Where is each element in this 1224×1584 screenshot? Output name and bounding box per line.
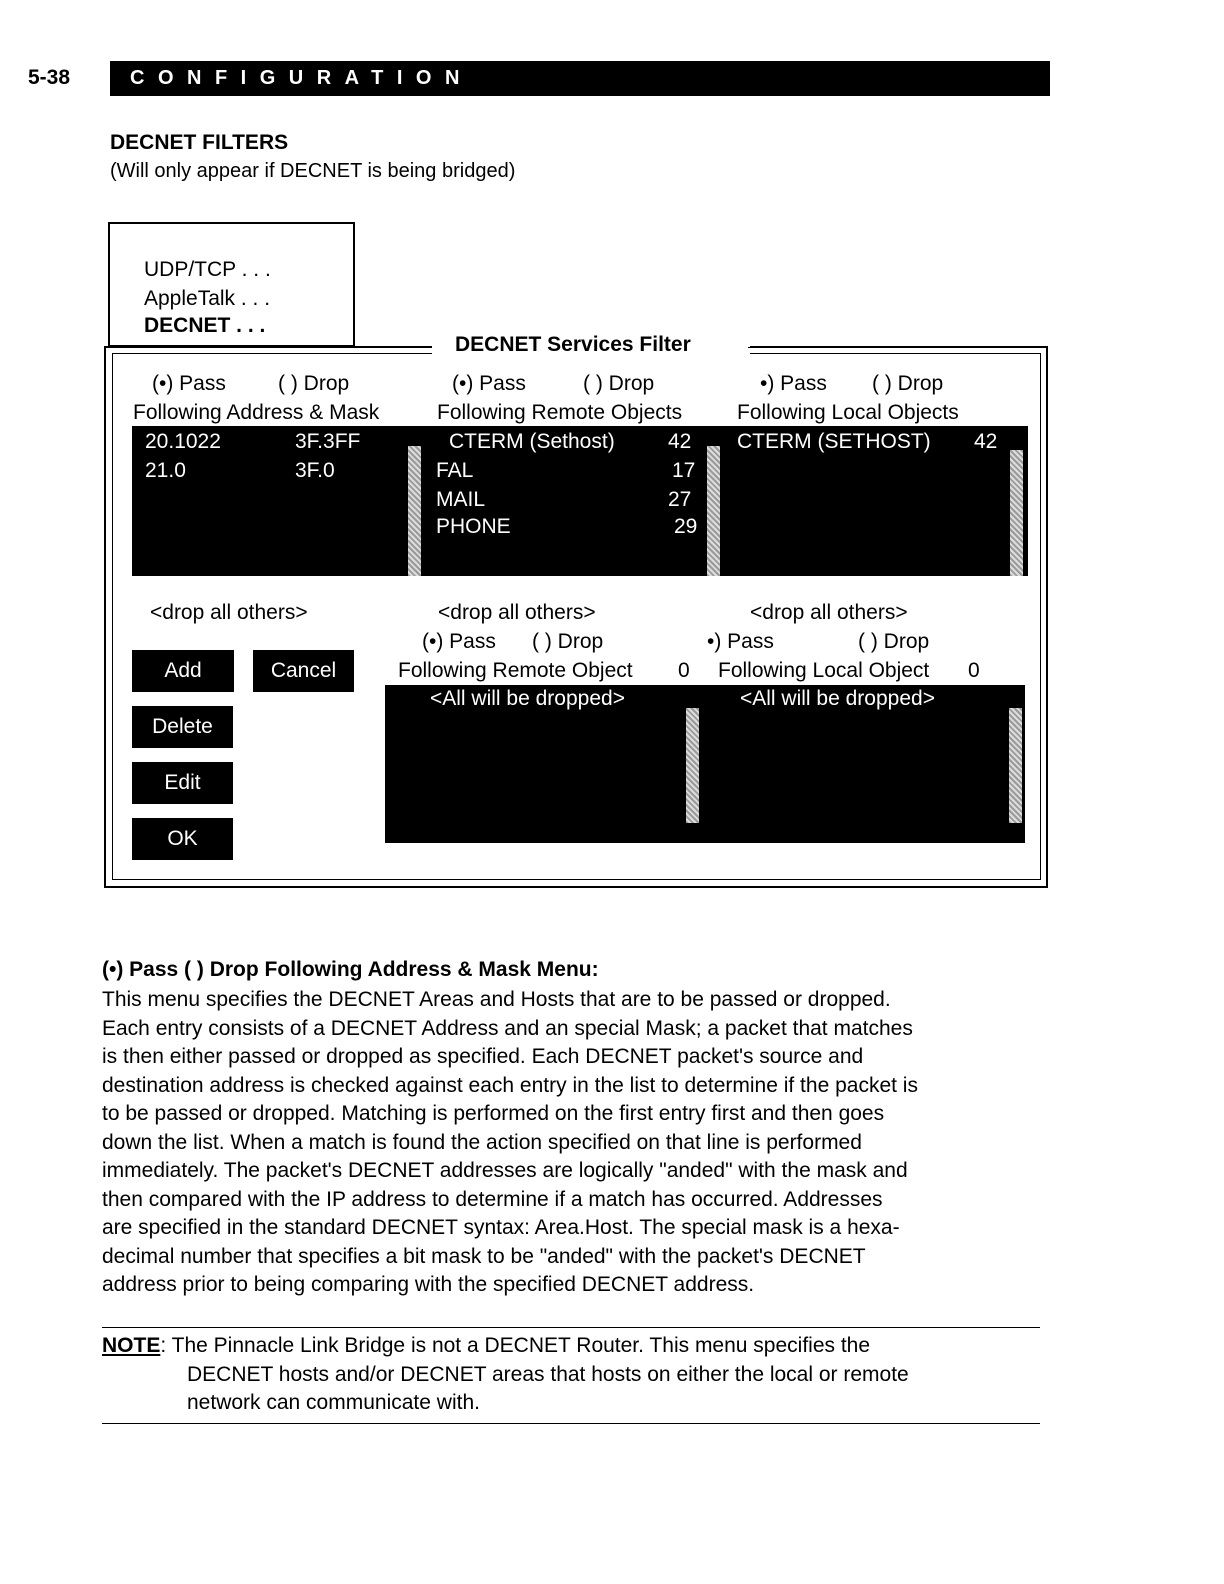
lower-remote-count: 0 bbox=[678, 659, 690, 682]
col2-scrollbar[interactable] bbox=[707, 446, 720, 576]
body-line: down the list. When a match is found the action specified on that line is performed bbox=[102, 1130, 862, 1154]
menu-item-decnet[interactable]: DECNET . . . bbox=[144, 314, 266, 337]
lower-local-count: 0 bbox=[968, 659, 980, 682]
title-rule-right bbox=[748, 347, 1041, 348]
note-line: network can communicate with. bbox=[187, 1391, 480, 1414]
edit-button[interactable]: Edit bbox=[132, 762, 233, 804]
body-line: immediately. The packet's DECNET addresses are logically "anded" with the mask and bbox=[102, 1159, 908, 1182]
col3-drop-radio[interactable]: ( ) Drop bbox=[872, 372, 944, 395]
add-button[interactable]: Add bbox=[132, 650, 234, 692]
lower-remote-drop-radio[interactable]: ( ) Drop bbox=[532, 630, 604, 653]
protocol-menu bbox=[108, 222, 355, 347]
note-block bbox=[102, 1332, 1042, 1418]
col1-pass-radio[interactable]: (•) Pass bbox=[152, 372, 226, 395]
col1-footer: <drop all others> bbox=[150, 601, 308, 624]
lower-local-pass-radio[interactable]: •) Pass bbox=[707, 630, 774, 653]
col2-header: Following Remote Objects bbox=[437, 401, 683, 424]
menu-item-udptcp[interactable]: UDP/TCP . . . bbox=[144, 258, 271, 281]
note-top-rule bbox=[102, 1327, 1040, 1328]
list-item[interactable]: PHONE bbox=[436, 515, 511, 538]
col2-pass-radio[interactable]: (•) Pass bbox=[452, 372, 526, 395]
chapter-banner: CONFIGURATION bbox=[110, 61, 1050, 96]
note-bottom-rule bbox=[102, 1423, 1040, 1424]
col3-header: Following Local Objects bbox=[737, 401, 959, 424]
lower-local-empty-text: <All will be dropped> bbox=[740, 687, 935, 710]
col3-pass-radio[interactable]: •) Pass bbox=[760, 372, 827, 395]
col2-drop-radio[interactable]: ( ) Drop bbox=[583, 372, 655, 395]
menu-item-appletalk[interactable]: AppleTalk . . . bbox=[144, 287, 271, 310]
list-item[interactable]: 3F.3FF bbox=[295, 430, 361, 453]
section-title: DECNET FILTERS bbox=[110, 131, 289, 154]
body-heading: (•) Pass ( ) Drop Following Address & Mask Menu: bbox=[102, 958, 599, 981]
list-item[interactable]: CTERM (SETHOST) bbox=[737, 430, 931, 453]
list-item[interactable]: 21.0 bbox=[145, 459, 186, 482]
col3-footer: <drop all others> bbox=[750, 601, 908, 624]
col2-footer: <drop all others> bbox=[438, 601, 596, 624]
body-line: address prior to being comparing with the specified DECNET address. bbox=[102, 1273, 755, 1296]
body-line: decimal number that specifies a bit mask to be "anded" with the packet's DECNET bbox=[102, 1244, 866, 1268]
note-line: : The Pinnacle Link Bridge is not a DECNET Router. This menu specifies the bbox=[160, 1334, 871, 1357]
list-item[interactable]: FAL bbox=[436, 459, 474, 482]
body-line: are specified in the standard DECNET syntax: Area.Host. The special mask is a hexa- bbox=[102, 1216, 900, 1239]
col1-scrollbar[interactable] bbox=[408, 446, 421, 576]
col1-drop-radio[interactable]: ( ) Drop bbox=[278, 372, 350, 395]
lower-local-scrollbar[interactable] bbox=[1009, 708, 1022, 823]
list-item[interactable]: 27 bbox=[668, 488, 692, 511]
list-item[interactable]: 42 bbox=[668, 430, 692, 453]
title-rule-left bbox=[355, 347, 425, 348]
body-line: then compared with the IP address to determine if a match has occurred. Addresses bbox=[102, 1187, 883, 1211]
delete-button[interactable]: Delete bbox=[132, 706, 233, 748]
col1-header: Following Address & Mask bbox=[133, 401, 380, 424]
note-line: DECNET hosts and/or DECNET areas that hosts on either the local or remote bbox=[187, 1362, 909, 1386]
lower-remote-header: Following Remote Object bbox=[398, 659, 633, 682]
note-label: NOTE bbox=[102, 1334, 161, 1357]
body-paragraph bbox=[102, 986, 1052, 1300]
lower-remote-empty-text: <All will be dropped> bbox=[430, 687, 625, 710]
body-line: to be passed or dropped. Matching is performed on the first entry first and then goes bbox=[102, 1102, 885, 1125]
cancel-button[interactable]: Cancel bbox=[253, 650, 354, 692]
body-line: This menu specifies the DECNET Areas and Hosts that are to be passed or dropped. bbox=[102, 988, 891, 1011]
lower-remote-scrollbar[interactable] bbox=[686, 708, 699, 823]
lower-local-drop-radio[interactable]: ( ) Drop bbox=[858, 630, 930, 653]
section-subtitle: (Will only appear if DECNET is being bridged) bbox=[110, 160, 516, 182]
list-item[interactable]: 3F.0 bbox=[295, 459, 335, 482]
lower-local-header: Following Local Object bbox=[718, 659, 930, 682]
body-line: destination address is checked against each entry in the list to determine if the packet is bbox=[102, 1073, 918, 1097]
list-item[interactable]: 17 bbox=[672, 459, 696, 482]
page-number: 5-38 bbox=[28, 66, 71, 89]
list-item[interactable]: 20.1022 bbox=[145, 430, 221, 453]
dialog-title: DECNET Services Filter bbox=[455, 333, 691, 356]
list-item[interactable]: CTERM (Sethost) bbox=[449, 430, 615, 453]
list-item[interactable]: MAIL bbox=[436, 488, 486, 511]
list-item[interactable]: 42 bbox=[974, 430, 998, 453]
col3-scrollbar[interactable] bbox=[1010, 450, 1023, 576]
ok-button[interactable]: OK bbox=[132, 818, 233, 860]
body-line: Each entry consists of a DECNET Address and an special Mask; a packet that matches bbox=[102, 1016, 913, 1040]
body-line: is then either passed or dropped as specified. Each DECNET packet's source and bbox=[102, 1045, 864, 1068]
lower-remote-pass-radio[interactable]: (•) Pass bbox=[422, 630, 496, 653]
list-item[interactable]: 29 bbox=[674, 515, 698, 538]
